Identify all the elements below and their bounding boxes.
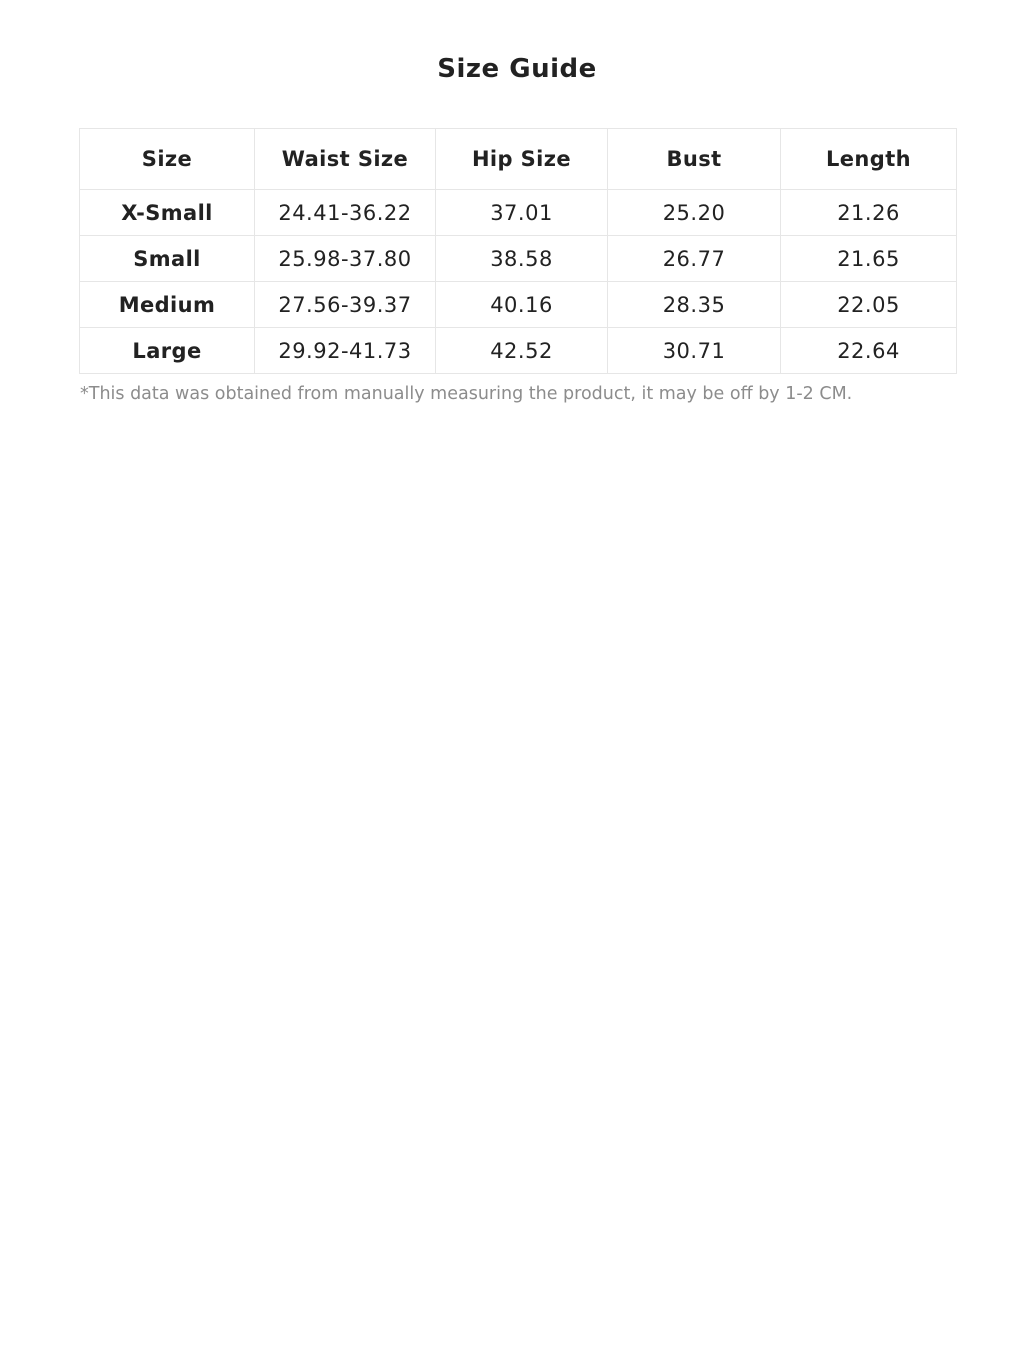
table-row	[80, 190, 957, 236]
table-row	[80, 328, 957, 374]
hip-cell: 38.58	[436, 236, 608, 282]
size-cell: Large	[80, 328, 255, 374]
hip-cell: 40.16	[436, 282, 608, 328]
waist-cell: 24.41-36.22	[255, 190, 436, 236]
bust-cell: 25.20	[608, 190, 781, 236]
header-hip-size: Hip Size	[436, 129, 608, 190]
measurement-disclaimer: *This data was obtained from manually measuring the product, it may be off by 1-2 CM.	[80, 384, 853, 404]
length-cell: 22.05	[781, 282, 957, 328]
size-guide-table	[79, 128, 957, 374]
length-cell: 21.65	[781, 236, 957, 282]
waist-cell: 29.92-41.73	[255, 328, 436, 374]
table-row	[80, 282, 957, 328]
hip-cell: 42.52	[436, 328, 608, 374]
size-cell: X-Small	[80, 190, 255, 236]
bust-cell: 28.35	[608, 282, 781, 328]
size-cell: Small	[80, 236, 255, 282]
waist-cell: 25.98-37.80	[255, 236, 436, 282]
table-row	[80, 236, 957, 282]
hip-cell: 37.01	[436, 190, 608, 236]
header-waist-size: Waist Size	[255, 129, 436, 190]
table-header-row	[80, 129, 957, 190]
header-length: Length	[781, 129, 957, 190]
length-cell: 21.26	[781, 190, 957, 236]
waist-cell: 27.56-39.37	[255, 282, 436, 328]
header-size: Size	[80, 129, 255, 190]
bust-cell: 30.71	[608, 328, 781, 374]
header-bust: Bust	[608, 129, 781, 190]
size-cell: Medium	[80, 282, 255, 328]
bust-cell: 26.77	[608, 236, 781, 282]
page-title: Size Guide	[437, 54, 597, 84]
length-cell: 22.64	[781, 328, 957, 374]
